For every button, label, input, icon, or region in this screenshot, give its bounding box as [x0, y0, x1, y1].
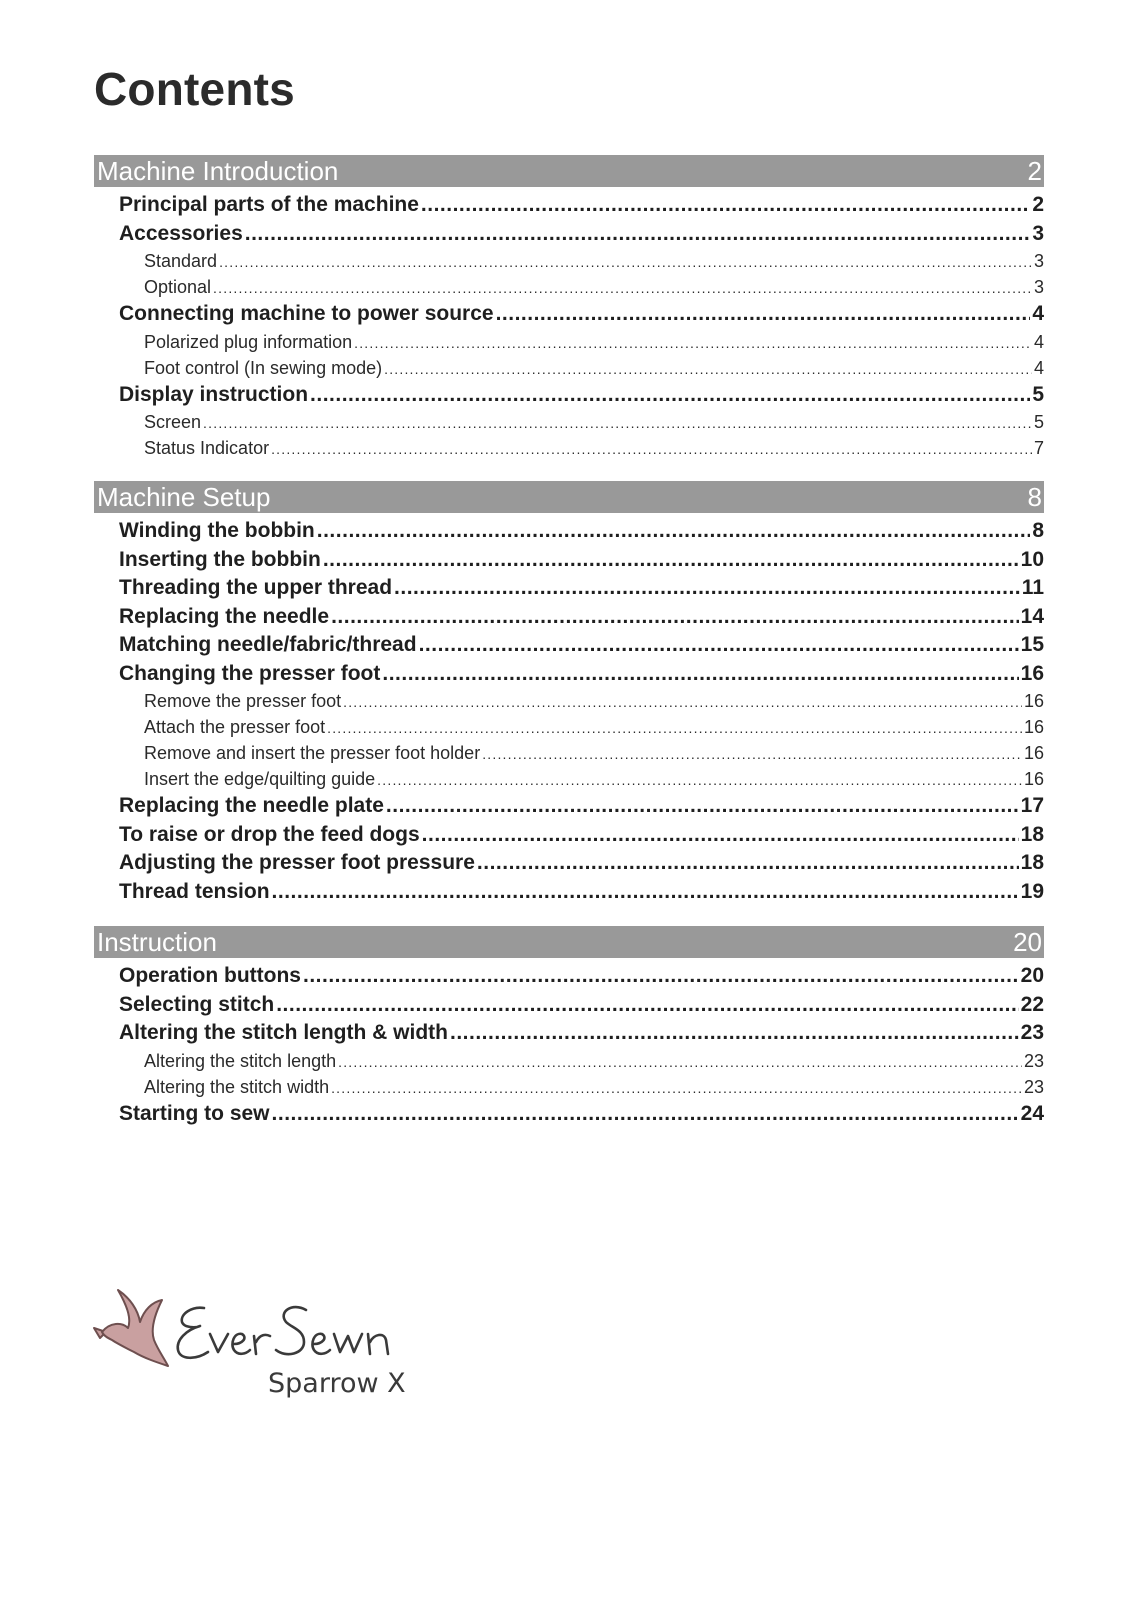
- entry-page-number: 2: [1032, 193, 1044, 216]
- section-title: Instruction: [97, 927, 217, 957]
- section-page-number: 2: [1027, 156, 1042, 186]
- entry-page-number: 24: [1020, 1101, 1044, 1125]
- entry-label: Remove and insert the presser foot holder: [144, 743, 481, 763]
- dot-leader: [419, 631, 1019, 660]
- entry-label: Replacing the needle plate: [119, 794, 384, 817]
- toc-entry[interactable]: [94, 546, 1044, 575]
- entry-label: Display instruction: [119, 382, 309, 406]
- entry-page-number: 10: [1020, 547, 1044, 571]
- dot-leader: [245, 220, 1031, 249]
- entry-page-number: 8: [1032, 519, 1044, 542]
- dot-leader: [496, 300, 1031, 329]
- entry-label: Standard: [144, 251, 218, 271]
- entry-page-number: 23: [1023, 1050, 1044, 1071]
- section-page-number: 8: [1027, 482, 1042, 512]
- section-header[interactable]: [94, 155, 1044, 187]
- dot-leader: [203, 410, 1032, 436]
- entry-label: Attach the presser foot: [144, 717, 326, 737]
- entry-page-number: 16: [1023, 743, 1044, 763]
- dot-leader: [338, 1049, 1022, 1075]
- entry-label: Adjusting the presser foot pressure: [119, 851, 475, 874]
- toc-subentry[interactable]: [94, 248, 1044, 274]
- toc-subentry[interactable]: [94, 740, 1044, 766]
- entry-page-number: 16: [1020, 661, 1044, 685]
- table-of-contents: [94, 155, 1044, 1148]
- entry-page-number: 4: [1032, 302, 1044, 325]
- entry-page-number: 17: [1020, 794, 1044, 817]
- brand-logo: [92, 1288, 422, 1408]
- toc-entry[interactable]: [94, 381, 1044, 410]
- section-header[interactable]: [94, 926, 1044, 958]
- entry-label: Connecting machine to power source: [119, 302, 494, 325]
- section-title: Machine Setup: [97, 482, 271, 512]
- entry-label: Accessories: [119, 221, 243, 245]
- toc-section: [94, 481, 1044, 906]
- section-header[interactable]: [94, 481, 1044, 513]
- dot-leader: [213, 275, 1032, 301]
- toc-entry[interactable]: [94, 631, 1044, 660]
- dot-leader: [377, 767, 1022, 793]
- dot-leader: [271, 436, 1032, 462]
- entry-page-number: 20: [1020, 964, 1044, 987]
- toc-entry[interactable]: [94, 300, 1044, 329]
- toc-subentry[interactable]: [94, 274, 1044, 300]
- entry-label: To raise or drop the feed dogs: [119, 822, 420, 846]
- entry-page-number: 22: [1020, 992, 1044, 1016]
- entry-label: Thread tension: [119, 879, 270, 903]
- dot-leader: [482, 741, 1022, 767]
- toc-entry[interactable]: [94, 1019, 1044, 1048]
- toc-entry[interactable]: [94, 1100, 1044, 1129]
- entry-page-number: 16: [1023, 769, 1044, 789]
- entry-page-number: 18: [1020, 851, 1044, 874]
- dot-leader: [394, 574, 1020, 603]
- entry-label: Threading the upper thread: [119, 576, 393, 599]
- toc-subentry[interactable]: [94, 435, 1044, 461]
- entry-label: Insert the edge/quilting guide: [144, 769, 376, 789]
- entry-page-number: 4: [1033, 331, 1044, 352]
- dot-leader: [386, 792, 1019, 821]
- entry-page-number: 16: [1023, 717, 1044, 737]
- dot-leader: [477, 849, 1019, 878]
- entry-label: Winding the bobbin: [119, 519, 315, 542]
- entry-page-number: 18: [1020, 822, 1044, 846]
- toc-section: [94, 926, 1044, 1128]
- entry-label: Remove the presser foot: [144, 691, 342, 711]
- dot-leader: [343, 689, 1022, 715]
- dot-leader: [331, 1075, 1022, 1101]
- page-title: Contents: [94, 63, 295, 115]
- dot-leader: [421, 191, 1030, 220]
- toc-entry[interactable]: [94, 962, 1044, 991]
- entry-label: Operation buttons: [119, 964, 301, 987]
- entry-label: Principal parts of the machine: [119, 193, 419, 216]
- entry-label: Screen: [144, 412, 202, 432]
- dot-leader: [382, 660, 1018, 689]
- entry-label: Optional: [144, 277, 212, 297]
- entry-page-number: 14: [1020, 604, 1044, 628]
- dot-leader: [219, 249, 1032, 275]
- dot-leader: [327, 715, 1022, 741]
- entry-label: Selecting stitch: [119, 992, 275, 1016]
- section-title: Machine Introduction: [97, 156, 339, 186]
- toc-entry[interactable]: [94, 878, 1044, 907]
- dot-leader: [272, 1100, 1019, 1129]
- toc-subentry[interactable]: [94, 766, 1044, 792]
- entry-page-number: 3: [1032, 221, 1044, 245]
- entry-page-number: 11: [1021, 576, 1044, 599]
- toc-entry[interactable]: [94, 603, 1044, 632]
- toc-entry[interactable]: [94, 191, 1044, 220]
- dot-leader: [384, 356, 1032, 382]
- entry-page-number: 3: [1033, 277, 1044, 297]
- dot-leader: [450, 1019, 1019, 1048]
- toc-entry[interactable]: [94, 220, 1044, 249]
- toc-subentry[interactable]: [94, 355, 1044, 381]
- entry-page-number: 3: [1033, 251, 1044, 271]
- entry-label: Matching needle/fabric/thread: [119, 633, 417, 656]
- entry-label: Inserting the bobbin: [119, 547, 321, 571]
- dot-leader: [422, 821, 1019, 850]
- entry-page-number: 5: [1033, 412, 1044, 432]
- dot-leader: [331, 603, 1019, 632]
- toc-entry[interactable]: [94, 792, 1044, 821]
- toc-subentry[interactable]: [94, 329, 1044, 355]
- entry-label: Foot control (In sewing mode): [144, 357, 383, 378]
- entry-page-number: 7: [1033, 438, 1044, 458]
- section-page-number: 20: [1013, 927, 1042, 957]
- entry-label: Polarized plug information: [144, 331, 353, 352]
- toc-subentry[interactable]: [94, 688, 1044, 714]
- entry-page-number: 4: [1033, 357, 1044, 378]
- entry-page-number: 15: [1020, 633, 1044, 656]
- toc-entry[interactable]: [94, 517, 1044, 546]
- entry-label: Altering the stitch length & width: [119, 1021, 448, 1044]
- dot-leader: [317, 517, 1031, 546]
- toc-subentry[interactable]: [94, 1048, 1044, 1074]
- entry-page-number: 19: [1020, 879, 1044, 903]
- toc-entry[interactable]: [94, 821, 1044, 850]
- entry-label: Replacing the needle: [119, 604, 330, 628]
- entry-label: Altering the stitch width: [144, 1076, 330, 1097]
- dot-leader: [272, 878, 1019, 907]
- toc-entry[interactable]: [94, 574, 1044, 603]
- toc-subentry[interactable]: [94, 1074, 1044, 1100]
- dot-leader: [323, 546, 1019, 575]
- toc-entry[interactable]: [94, 849, 1044, 878]
- entry-label: Status Indicator: [144, 438, 270, 458]
- toc-subentry[interactable]: [94, 409, 1044, 435]
- entry-page-number: 23: [1020, 1021, 1044, 1044]
- toc-section: [94, 155, 1044, 461]
- entry-page-number: 5: [1032, 382, 1044, 406]
- entry-label: Altering the stitch length: [144, 1050, 337, 1071]
- toc-subentry[interactable]: [94, 714, 1044, 740]
- dot-leader: [276, 991, 1018, 1020]
- entry-page-number: 16: [1023, 691, 1044, 711]
- entry-page-number: 23: [1023, 1076, 1044, 1097]
- toc-entry[interactable]: [94, 660, 1044, 689]
- dot-leader: [303, 962, 1019, 991]
- toc-entry[interactable]: [94, 991, 1044, 1020]
- dot-leader: [354, 330, 1032, 356]
- dot-leader: [310, 381, 1030, 410]
- entry-label: Starting to sew: [119, 1101, 270, 1125]
- entry-label: Changing the presser foot: [119, 661, 381, 685]
- logo-model-text: Sparrow X: [268, 1368, 406, 1399]
